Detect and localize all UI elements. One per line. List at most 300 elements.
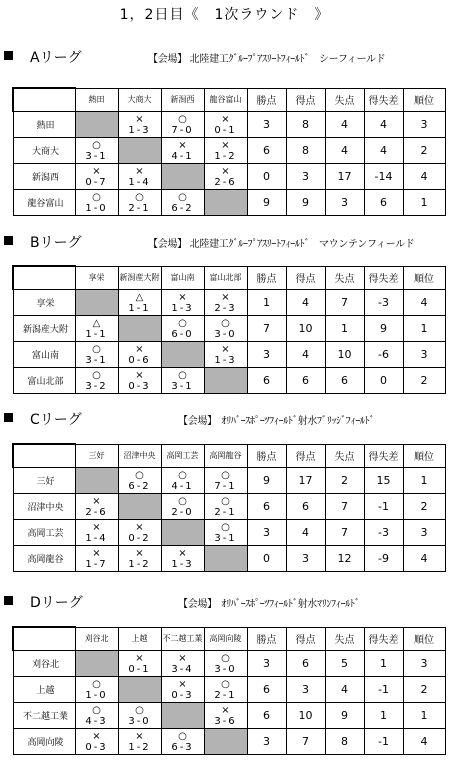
team-name: 大商大 bbox=[13, 138, 75, 164]
match-result-cell bbox=[161, 546, 204, 572]
stat-value: 1 bbox=[325, 316, 364, 342]
match-result-cell bbox=[161, 316, 204, 342]
team-name: 龍谷富山 bbox=[13, 190, 75, 216]
match-score: 4-3 bbox=[85, 715, 108, 727]
stat-value: 4 bbox=[325, 138, 364, 164]
self-match-cell bbox=[118, 494, 161, 520]
result-symbol: × bbox=[178, 139, 187, 151]
match-score: 1-1 bbox=[128, 302, 151, 314]
match-score: 1-0 bbox=[85, 202, 108, 214]
stat-header: 順位 bbox=[403, 444, 445, 468]
match-score: 3-1 bbox=[85, 354, 108, 366]
match-result-cell bbox=[75, 677, 118, 703]
venue-label: 【会場】 北陸建工ｸﾞﾙｰﾌﾟｱｽﾘｰﾄﾌｨｰﾙﾄﾞ シーフィールド bbox=[148, 54, 386, 65]
stat-value: 12 bbox=[325, 546, 364, 572]
table-header-row bbox=[13, 444, 445, 468]
match-result-cell bbox=[204, 494, 247, 520]
result-symbol: × bbox=[221, 139, 230, 151]
match-score: 2-0 bbox=[171, 506, 194, 518]
match-score: 3-6 bbox=[214, 715, 237, 727]
match-score: 3-0 bbox=[214, 663, 237, 675]
result-symbol: △ bbox=[135, 291, 144, 303]
match-score: 1-3 bbox=[214, 354, 237, 366]
match-score: 1-3 bbox=[171, 302, 194, 314]
stat-value: 9 bbox=[286, 190, 325, 216]
stat-value: 6 bbox=[247, 494, 286, 520]
stat-value: 7 bbox=[286, 729, 325, 755]
stat-header: 失点 bbox=[325, 266, 364, 290]
stat-value: -1 bbox=[364, 677, 403, 703]
result-symbol: ○ bbox=[178, 730, 187, 742]
match-score: 1-4 bbox=[128, 176, 151, 188]
match-score: 6-2 bbox=[128, 480, 151, 492]
stat-header: 得点 bbox=[286, 444, 325, 468]
result-symbol: ○ bbox=[92, 191, 101, 203]
team-name: 不二越工業 bbox=[13, 703, 75, 729]
result-symbol: ○ bbox=[92, 343, 101, 355]
match-result-cell bbox=[161, 368, 204, 394]
result-symbol: ○ bbox=[221, 469, 230, 481]
result-symbol: × bbox=[221, 343, 230, 355]
match-result-cell bbox=[118, 190, 161, 216]
stat-value: 1 bbox=[403, 703, 445, 729]
match-result-cell bbox=[75, 316, 118, 342]
stat-value: 1 bbox=[364, 651, 403, 677]
corner-cell bbox=[13, 444, 75, 468]
table-row bbox=[13, 494, 445, 520]
opponent-header: 新潟産大附 bbox=[118, 266, 161, 290]
table-row bbox=[13, 729, 445, 755]
stat-value: 8 bbox=[286, 112, 325, 138]
match-score: 2-1 bbox=[214, 689, 237, 701]
match-score: 1-7 bbox=[85, 558, 108, 570]
match-result-cell bbox=[161, 138, 204, 164]
match-result-cell bbox=[118, 164, 161, 190]
result-symbol: ○ bbox=[178, 113, 187, 125]
stat-value: 4 bbox=[286, 290, 325, 316]
match-result-cell bbox=[204, 520, 247, 546]
result-symbol: △ bbox=[92, 317, 101, 329]
stat-value: 7 bbox=[325, 494, 364, 520]
stat-value: 7 bbox=[325, 520, 364, 546]
stat-value: 2 bbox=[403, 494, 445, 520]
self-match-cell bbox=[204, 368, 247, 394]
match-score: 0-3 bbox=[171, 689, 194, 701]
stat-value: -3 bbox=[364, 520, 403, 546]
match-score: 1-3 bbox=[171, 558, 194, 570]
match-score: 1-0 bbox=[85, 689, 108, 701]
result-symbol: × bbox=[135, 113, 144, 125]
opponent-header: 高岡向陵 bbox=[204, 627, 247, 651]
self-match-cell bbox=[75, 468, 118, 494]
match-score: 7-0 bbox=[171, 124, 194, 136]
match-score: 7-1 bbox=[214, 480, 237, 492]
league-table-a bbox=[12, 87, 446, 216]
team-name: 沼津中央 bbox=[13, 494, 75, 520]
match-result-cell bbox=[75, 342, 118, 368]
match-score: 2-6 bbox=[214, 176, 237, 188]
match-score: 1-4 bbox=[85, 532, 108, 544]
stat-header: 得失差 bbox=[364, 266, 403, 290]
stat-value: 3 bbox=[247, 112, 286, 138]
team-name: 新潟産大附 bbox=[13, 316, 75, 342]
match-result-cell bbox=[161, 290, 204, 316]
match-result-cell bbox=[75, 164, 118, 190]
match-score: 0-6 bbox=[128, 354, 151, 366]
stat-value: 6 bbox=[364, 190, 403, 216]
result-symbol: ○ bbox=[178, 317, 187, 329]
stat-value: 3 bbox=[403, 651, 445, 677]
league-header-b bbox=[0, 233, 449, 249]
match-score: 1-2 bbox=[128, 741, 151, 753]
league-name: Dリーグ bbox=[30, 595, 83, 611]
self-match-cell bbox=[204, 546, 247, 572]
venue-label: 【会場】 北陸建工ｸﾞﾙｰﾌﾟｱｽﾘｰﾄﾌｨｰﾙﾄﾞ マウンテンフィールド bbox=[148, 239, 415, 250]
match-score: 0-3 bbox=[85, 741, 108, 753]
stat-value: -1 bbox=[364, 494, 403, 520]
stat-value: 1 bbox=[403, 190, 445, 216]
stat-value: 4 bbox=[325, 677, 364, 703]
opponent-header: 新潟西 bbox=[161, 88, 204, 112]
corner-cell bbox=[13, 627, 75, 651]
match-result-cell bbox=[204, 138, 247, 164]
self-match-cell bbox=[118, 677, 161, 703]
team-name: 富山南 bbox=[13, 342, 75, 368]
match-score: 3-0 bbox=[128, 715, 151, 727]
self-match-cell bbox=[75, 112, 118, 138]
match-score: 1-2 bbox=[214, 150, 237, 162]
stat-value: 9 bbox=[247, 190, 286, 216]
team-name: 富山北部 bbox=[13, 368, 75, 394]
match-result-cell bbox=[204, 316, 247, 342]
stat-header: 得点 bbox=[286, 627, 325, 651]
self-match-cell bbox=[75, 651, 118, 677]
match-result-cell bbox=[161, 729, 204, 755]
league-name: Aリーグ bbox=[30, 50, 82, 66]
table-header-row bbox=[13, 266, 445, 290]
match-score: 3-0 bbox=[214, 328, 237, 340]
stat-value: -9 bbox=[364, 546, 403, 572]
match-result-cell bbox=[161, 112, 204, 138]
stat-header: 勝点 bbox=[247, 444, 286, 468]
stat-value: 3 bbox=[403, 342, 445, 368]
match-score: 3-1 bbox=[214, 532, 237, 544]
match-result-cell bbox=[204, 112, 247, 138]
stat-value: 4 bbox=[325, 112, 364, 138]
match-score: 2-1 bbox=[128, 202, 151, 214]
match-result-cell bbox=[204, 290, 247, 316]
opponent-header: 沼津中央 bbox=[118, 444, 161, 468]
result-symbol: × bbox=[135, 343, 144, 355]
result-symbol: × bbox=[135, 652, 144, 664]
stat-value: 4 bbox=[364, 138, 403, 164]
result-symbol: × bbox=[221, 113, 230, 125]
team-name: 享栄 bbox=[13, 290, 75, 316]
stat-value: 6 bbox=[247, 368, 286, 394]
result-symbol: ○ bbox=[178, 469, 187, 481]
opponent-header: 大商大 bbox=[118, 88, 161, 112]
match-score: 0-3 bbox=[128, 380, 151, 392]
bullet-icon bbox=[4, 596, 13, 605]
stat-header: 順位 bbox=[403, 88, 445, 112]
stat-value: 15 bbox=[364, 468, 403, 494]
stat-value: 7 bbox=[247, 316, 286, 342]
result-symbol: ○ bbox=[92, 369, 101, 381]
result-symbol: × bbox=[92, 730, 101, 742]
league-table-d bbox=[12, 626, 446, 755]
match-score: 4-1 bbox=[171, 480, 194, 492]
result-symbol: × bbox=[221, 291, 230, 303]
stat-value: 2 bbox=[403, 138, 445, 164]
venue-label: 【会場】 ｵﾘﾊﾞｰｽﾎﾟｰﾂﾌｨｰﾙﾄﾞ射水ﾏﾘﾝﾌｨｰﾙﾄﾞ bbox=[178, 599, 360, 610]
match-result-cell bbox=[118, 520, 161, 546]
league-name: Cリーグ bbox=[30, 412, 82, 428]
table-row bbox=[13, 368, 445, 394]
match-result-cell bbox=[118, 651, 161, 677]
league-table-b bbox=[12, 265, 446, 394]
self-match-cell bbox=[161, 342, 204, 368]
match-result-cell bbox=[75, 729, 118, 755]
match-result-cell bbox=[118, 290, 161, 316]
match-result-cell bbox=[75, 520, 118, 546]
stat-value: 7 bbox=[325, 290, 364, 316]
match-result-cell bbox=[161, 677, 204, 703]
match-result-cell bbox=[75, 138, 118, 164]
stat-header: 失点 bbox=[325, 627, 364, 651]
table-row bbox=[13, 190, 445, 216]
bullet-icon bbox=[4, 236, 13, 245]
opponent-header: 刈谷北 bbox=[75, 627, 118, 651]
result-symbol: ○ bbox=[178, 369, 187, 381]
self-match-cell bbox=[161, 520, 204, 546]
match-score: 6-2 bbox=[171, 202, 194, 214]
result-symbol: × bbox=[92, 521, 101, 533]
stat-value: 17 bbox=[286, 468, 325, 494]
result-symbol: ○ bbox=[221, 652, 230, 664]
stat-value: 8 bbox=[325, 729, 364, 755]
table-row bbox=[13, 703, 445, 729]
stat-value: 3 bbox=[247, 651, 286, 677]
stat-header: 得失差 bbox=[364, 444, 403, 468]
match-result-cell bbox=[118, 368, 161, 394]
table-row bbox=[13, 520, 445, 546]
stat-value: 3 bbox=[286, 164, 325, 190]
stat-value: 4 bbox=[286, 342, 325, 368]
match-result-cell bbox=[118, 703, 161, 729]
result-symbol: ○ bbox=[178, 191, 187, 203]
self-match-cell bbox=[161, 703, 204, 729]
stat-value: 4 bbox=[403, 729, 445, 755]
stat-value: 6 bbox=[286, 368, 325, 394]
match-result-cell bbox=[75, 546, 118, 572]
match-score: 0-1 bbox=[214, 124, 237, 136]
match-score: 1-3 bbox=[128, 124, 151, 136]
match-score: 3-1 bbox=[171, 380, 194, 392]
stat-header: 失点 bbox=[325, 444, 364, 468]
match-score: 0-7 bbox=[85, 176, 108, 188]
result-symbol: × bbox=[178, 678, 187, 690]
match-result-cell bbox=[118, 342, 161, 368]
match-result-cell bbox=[161, 190, 204, 216]
table-row bbox=[13, 138, 445, 164]
result-symbol: × bbox=[178, 291, 187, 303]
match-score: 6-3 bbox=[171, 741, 194, 753]
league-header-d bbox=[0, 593, 449, 609]
stat-header: 勝点 bbox=[247, 88, 286, 112]
result-symbol: ○ bbox=[92, 678, 101, 690]
match-score: 2-1 bbox=[214, 506, 237, 518]
stat-value: 9 bbox=[325, 703, 364, 729]
result-symbol: × bbox=[135, 547, 144, 559]
stat-value: 1 bbox=[403, 468, 445, 494]
table-row bbox=[13, 651, 445, 677]
team-name: 三好 bbox=[13, 468, 75, 494]
stat-value: 3 bbox=[325, 190, 364, 216]
self-match-cell bbox=[204, 190, 247, 216]
table-row bbox=[13, 677, 445, 703]
result-symbol: × bbox=[178, 652, 187, 664]
league-header-c bbox=[0, 410, 449, 426]
opponent-header: 上越 bbox=[118, 627, 161, 651]
bullet-icon bbox=[4, 51, 13, 60]
stat-value: -3 bbox=[364, 290, 403, 316]
stat-value: 4 bbox=[403, 290, 445, 316]
stat-header: 勝点 bbox=[247, 266, 286, 290]
stat-value: 4 bbox=[364, 112, 403, 138]
result-symbol: ○ bbox=[178, 495, 187, 507]
page-title: 1，2日目《 1次ラウンド 》 bbox=[119, 7, 330, 23]
table-row bbox=[13, 112, 445, 138]
stat-value: 3 bbox=[403, 112, 445, 138]
result-symbol: × bbox=[92, 495, 101, 507]
match-result-cell bbox=[75, 494, 118, 520]
match-result-cell bbox=[75, 703, 118, 729]
result-symbol: × bbox=[92, 165, 101, 177]
self-match-cell bbox=[118, 138, 161, 164]
stat-value: 3 bbox=[286, 546, 325, 572]
league-name: Bリーグ bbox=[30, 235, 82, 251]
match-result-cell bbox=[118, 112, 161, 138]
match-score: 4-1 bbox=[171, 150, 194, 162]
corner-cell bbox=[13, 88, 75, 112]
stat-value: -1 bbox=[364, 729, 403, 755]
result-symbol: × bbox=[92, 547, 101, 559]
result-symbol: ○ bbox=[221, 495, 230, 507]
stat-value: 5 bbox=[325, 651, 364, 677]
result-symbol: ○ bbox=[92, 704, 101, 716]
stat-header: 失点 bbox=[325, 88, 364, 112]
match-result-cell bbox=[204, 468, 247, 494]
match-result-cell bbox=[161, 494, 204, 520]
stat-header: 勝点 bbox=[247, 627, 286, 651]
stat-value: 6 bbox=[247, 703, 286, 729]
stat-value: 8 bbox=[286, 138, 325, 164]
match-score: 3-1 bbox=[85, 150, 108, 162]
stat-value: 9 bbox=[364, 316, 403, 342]
match-result-cell bbox=[161, 468, 204, 494]
stat-value: 9 bbox=[247, 468, 286, 494]
match-score: 3-2 bbox=[85, 380, 108, 392]
match-result-cell bbox=[75, 368, 118, 394]
stat-value: 6 bbox=[325, 368, 364, 394]
stat-value: 1 bbox=[403, 316, 445, 342]
opponent-header: 不二越工業 bbox=[161, 627, 204, 651]
table-row bbox=[13, 164, 445, 190]
stat-value: 2 bbox=[403, 368, 445, 394]
self-match-cell bbox=[161, 164, 204, 190]
match-result-cell bbox=[204, 651, 247, 677]
stat-header: 得点 bbox=[286, 266, 325, 290]
stat-value: 10 bbox=[286, 316, 325, 342]
stat-value: 1 bbox=[247, 290, 286, 316]
team-name: 熱田 bbox=[13, 112, 75, 138]
stat-value: 10 bbox=[286, 703, 325, 729]
match-result-cell bbox=[118, 729, 161, 755]
league-header-a bbox=[0, 48, 449, 64]
stat-value: 4 bbox=[403, 164, 445, 190]
stat-value: 3 bbox=[286, 677, 325, 703]
league-table-c bbox=[12, 443, 446, 572]
stat-value: 6 bbox=[286, 494, 325, 520]
opponent-header: 享栄 bbox=[75, 266, 118, 290]
result-symbol: × bbox=[135, 521, 144, 533]
stat-value: 4 bbox=[403, 546, 445, 572]
stat-value: 2 bbox=[403, 677, 445, 703]
result-symbol: ○ bbox=[92, 139, 101, 151]
stat-value: 6 bbox=[247, 138, 286, 164]
match-score: 0-1 bbox=[128, 663, 151, 675]
stat-value: 0 bbox=[247, 164, 286, 190]
corner-cell bbox=[13, 266, 75, 290]
self-match-cell bbox=[204, 729, 247, 755]
team-name: 高岡工芸 bbox=[13, 520, 75, 546]
result-symbol: ○ bbox=[135, 469, 144, 481]
match-result-cell bbox=[204, 164, 247, 190]
result-symbol: ○ bbox=[221, 521, 230, 533]
result-symbol: ○ bbox=[135, 191, 144, 203]
stat-value: 3 bbox=[247, 342, 286, 368]
team-name: 新潟西 bbox=[13, 164, 75, 190]
team-name: 高岡龍谷 bbox=[13, 546, 75, 572]
match-score: 0-2 bbox=[128, 532, 151, 544]
result-symbol: × bbox=[135, 730, 144, 742]
stat-header: 得点 bbox=[286, 88, 325, 112]
opponent-header: 富山南 bbox=[161, 266, 204, 290]
stat-header: 順位 bbox=[403, 266, 445, 290]
stat-value: 3 bbox=[247, 729, 286, 755]
self-match-cell bbox=[118, 316, 161, 342]
result-symbol: ○ bbox=[135, 704, 144, 716]
result-symbol: × bbox=[135, 165, 144, 177]
table-header-row bbox=[13, 627, 445, 651]
result-symbol: × bbox=[178, 547, 187, 559]
opponent-header: 高岡龍谷 bbox=[204, 444, 247, 468]
venue-label: 【会場】 ｵﾘﾊﾞｰｽﾎﾟｰﾂﾌｨｰﾙﾄﾞ射水ﾌﾞﾘｯｼﾞﾌｨｰﾙﾄﾞ bbox=[178, 416, 375, 427]
match-score: 1-2 bbox=[128, 558, 151, 570]
match-score: 3-4 bbox=[171, 663, 194, 675]
stat-value: -14 bbox=[364, 164, 403, 190]
opponent-header: 高岡工芸 bbox=[161, 444, 204, 468]
team-name: 高岡向陵 bbox=[13, 729, 75, 755]
match-result-cell bbox=[204, 342, 247, 368]
match-result-cell bbox=[118, 546, 161, 572]
table-row bbox=[13, 342, 445, 368]
match-result-cell bbox=[161, 651, 204, 677]
stat-value: 3 bbox=[247, 520, 286, 546]
stat-value: 4 bbox=[286, 520, 325, 546]
team-name: 刈谷北 bbox=[13, 651, 75, 677]
match-result-cell bbox=[75, 190, 118, 216]
